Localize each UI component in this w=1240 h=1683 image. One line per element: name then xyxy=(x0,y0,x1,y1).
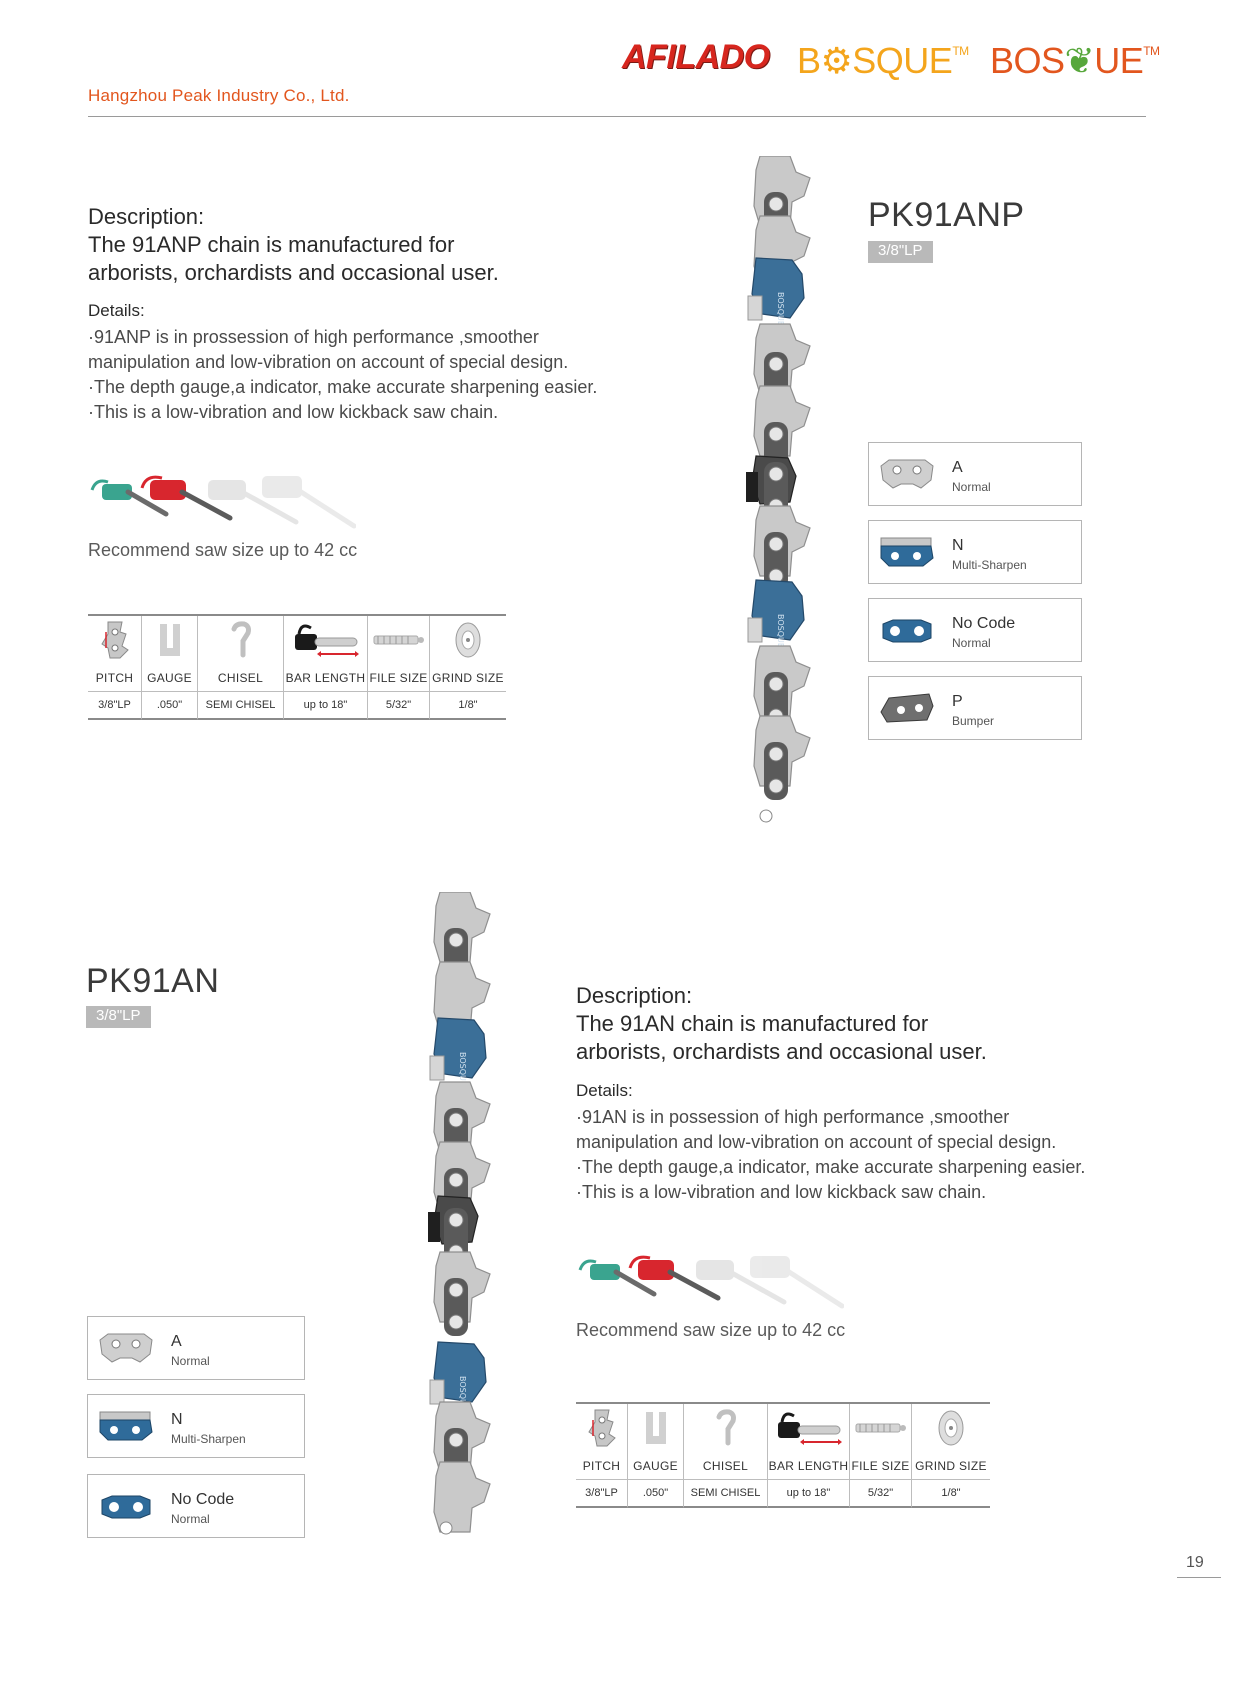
chainsaw-icon-xlarge-faded xyxy=(750,1256,842,1306)
chisel-icon xyxy=(684,1404,768,1452)
pk91an-spec-table xyxy=(576,1402,990,1508)
file-size-icon xyxy=(368,616,430,664)
option-code: No Code xyxy=(171,1491,235,1508)
spec-header-pitch: PITCH xyxy=(88,664,142,692)
details-line: ·This is a low-vibration and low kickback saw chain. xyxy=(88,402,499,422)
recommend-saw-size: Recommend saw size up to 42 cc xyxy=(576,1320,846,1340)
spec-header-file-size: FILE SIZE xyxy=(850,1452,912,1480)
pk91anp-details xyxy=(88,301,688,425)
tie-strap-icon xyxy=(879,614,935,646)
header-divider xyxy=(88,116,1146,117)
option-code: N xyxy=(171,1411,183,1428)
description-label: Description: xyxy=(88,204,205,229)
spec-header-gauge: GAUGE xyxy=(628,1452,684,1480)
option-no-code-normal xyxy=(87,1474,305,1538)
option-description: Normal xyxy=(952,480,991,494)
gauge-icon xyxy=(142,616,198,664)
description-label: Description: xyxy=(576,983,693,1008)
spec-header-grind-size: GRIND SIZE xyxy=(430,664,506,692)
option-code: A xyxy=(171,1333,182,1350)
spec-header-grind-size: GRIND SIZE xyxy=(912,1452,990,1480)
recommend-saw-size: Recommend saw size up to 42 cc xyxy=(88,540,358,560)
brand-logo-afilado: AFILADO xyxy=(622,38,770,76)
option-a-normal xyxy=(87,1316,305,1380)
drive-link-a-icon xyxy=(879,458,935,490)
description-line: arborists, orchardists and occasional user. xyxy=(88,260,499,285)
spec-value-gauge: .050" xyxy=(142,692,198,720)
brand-logo-bosque-yellow: B⚙SQUE™ xyxy=(797,40,969,81)
spec-header-chisel: CHISEL xyxy=(198,664,284,692)
spec-value-pitch: 3/8"LP xyxy=(88,692,142,720)
gauge-icon xyxy=(628,1404,684,1452)
spec-value-chisel: SEMI CHISEL xyxy=(684,1480,768,1508)
details-label: Details: xyxy=(88,301,145,320)
chisel-icon xyxy=(198,616,284,664)
option-description: Multi-Sharpen xyxy=(171,1432,246,1446)
drive-link-a-icon xyxy=(98,1332,154,1364)
spec-value-grind-size: 1/8" xyxy=(430,692,506,720)
pk91an-description xyxy=(576,982,1136,1066)
company-name: Hangzhou Peak Industry Co., Ltd. xyxy=(88,86,350,105)
pk91anp-pitch-tag: 3/8"LP xyxy=(868,241,933,263)
option-p-bumper xyxy=(868,676,1082,740)
grind-size-icon xyxy=(430,616,506,664)
spec-header-file-size: FILE SIZE xyxy=(368,664,430,692)
cutter-link-n-icon xyxy=(98,1410,154,1442)
option-description: Normal xyxy=(171,1354,210,1368)
option-n-multi-sharpen xyxy=(87,1394,305,1458)
pk91an-chain-image xyxy=(410,892,510,1542)
gear-icon: ⚙ xyxy=(820,40,853,81)
brand-logo-bosque-orange: BOS❦UE™ xyxy=(990,40,1160,81)
spec-header-gauge: GAUGE xyxy=(142,664,198,692)
description-line: arborists, orchardists and occasional user. xyxy=(576,1039,987,1064)
spec-value-gauge: .050" xyxy=(628,1480,684,1508)
spec-header-pitch: PITCH xyxy=(576,1452,628,1480)
cutter-link-n-icon xyxy=(879,536,935,568)
pitch-icon xyxy=(576,1404,628,1452)
option-n-multi-sharpen xyxy=(868,520,1082,584)
pk91an-model-title: PK91AN xyxy=(86,962,220,1000)
option-description: Normal xyxy=(952,636,991,650)
leaf-icon: ❦ xyxy=(1064,40,1095,81)
spec-value-chisel: SEMI CHISEL xyxy=(198,692,284,720)
pk91anp-description xyxy=(88,203,648,287)
pk91an-details xyxy=(576,1081,1196,1205)
pitch-icon xyxy=(88,616,142,664)
details-line: manipulation and low-vibration on account of special design. xyxy=(88,352,569,372)
details-line: ·This is a low-vibration and low kickback saw chain. xyxy=(576,1182,987,1202)
details-line: ·The depth gauge,a indicator, make accurate sharpening easier. xyxy=(576,1157,1086,1177)
details-line: ·91AN is in possession of high performance ,smoother xyxy=(576,1107,1010,1127)
spec-value-pitch: 3/8"LP xyxy=(576,1480,628,1508)
file-size-icon xyxy=(850,1404,912,1452)
details-line: ·91ANP is in prossession of high performance ,smoother xyxy=(88,327,539,347)
option-code: A xyxy=(952,459,963,476)
page-number: 19 xyxy=(1186,1554,1204,1571)
option-a-normal xyxy=(868,442,1082,506)
bumper-link-p-icon xyxy=(879,692,935,724)
spec-value-file-size: 5/32" xyxy=(850,1480,912,1508)
pk91anp-model-title: PK91ANP xyxy=(868,196,1025,234)
tie-strap-icon xyxy=(98,1490,154,1522)
details-line: ·The depth gauge,a indicator, make accurate sharpening easier. xyxy=(88,377,598,397)
spec-header-chisel: CHISEL xyxy=(684,1452,768,1480)
pk91anp-chain-image xyxy=(730,156,830,826)
option-no-code-normal xyxy=(868,598,1082,662)
description-line: The 91ANP chain is manufactured for xyxy=(88,232,455,257)
option-code: N xyxy=(952,537,964,554)
grind-size-icon xyxy=(912,1404,990,1452)
spec-value-grind-size: 1/8" xyxy=(912,1480,990,1508)
option-description: Multi-Sharpen xyxy=(952,558,1027,572)
bar-length-icon xyxy=(284,616,368,664)
spec-header-bar-length: BAR LENGTH xyxy=(768,1452,850,1480)
option-description: Bumper xyxy=(952,714,995,728)
option-code: No Code xyxy=(952,615,1016,632)
details-line: manipulation and low-vibration on account of special design. xyxy=(576,1132,1057,1152)
spec-value-file-size: 5/32" xyxy=(368,692,430,720)
pk91anp-spec-table xyxy=(88,614,506,720)
pk91an-pitch-tag: 3/8"LP xyxy=(86,1006,151,1028)
chain-segment xyxy=(746,156,810,822)
description-line: The 91AN chain is manufactured for xyxy=(576,1011,929,1036)
page-number-rule xyxy=(1177,1577,1221,1578)
chainsaw-size-icons xyxy=(86,470,356,538)
chain-segment xyxy=(428,892,490,1534)
spec-value-bar-length: up to 18" xyxy=(284,692,368,720)
bar-length-icon xyxy=(768,1404,850,1452)
spec-header-bar-length: BAR LENGTH xyxy=(284,664,368,692)
chainsaw-size-icons xyxy=(574,1250,844,1318)
spec-value-bar-length: up to 18" xyxy=(768,1480,850,1508)
chainsaw-icon-xlarge-faded xyxy=(262,476,354,526)
option-code: P xyxy=(952,693,963,710)
option-description: Normal xyxy=(171,1512,210,1526)
details-label: Details: xyxy=(576,1081,633,1100)
